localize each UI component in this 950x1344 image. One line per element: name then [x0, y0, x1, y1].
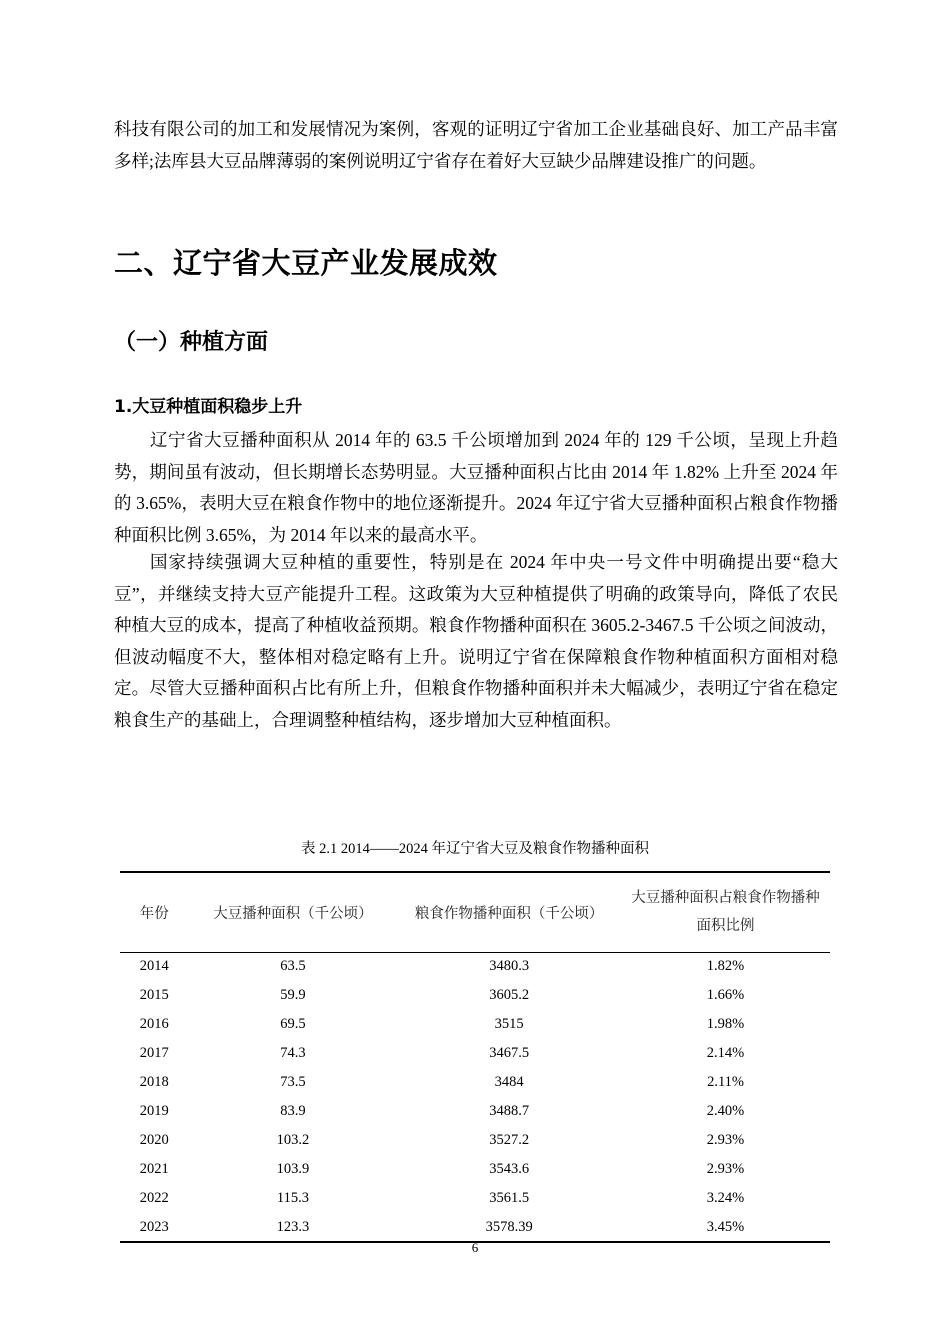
cell-ratio: 2.40% [706, 1103, 745, 1119]
cell-ratio: 2.93% [706, 1161, 745, 1177]
cell-grain: 3527.2 [489, 1132, 530, 1148]
table-row [120, 1039, 830, 1068]
subsection-heading: （一）种植方面 [114, 330, 269, 355]
cell-soy: 74.3 [280, 1045, 306, 1061]
cell-grain: 3480.3 [489, 958, 530, 975]
data-table [120, 871, 830, 1243]
cell-year: 2014 [139, 958, 169, 975]
cell-grain: 3484 [494, 1074, 524, 1090]
cell-soy: 69.5 [280, 1016, 306, 1032]
cell-year: 2017 [139, 1045, 169, 1061]
cell-year: 2015 [139, 987, 169, 1003]
header-ratio-line2: 面积比例 [696, 918, 755, 935]
table-row [120, 1155, 830, 1184]
section-heading: 二、辽宁省大豆产业发展成效 [114, 246, 498, 280]
header-ratio-line1: 大豆播种面积占粮食作物播种 [631, 890, 820, 907]
body-paragraph-2: 国家持续强调大豆种植的重要性，特别是在 2024 年中央一号文件中明确提出要“稳大豆”，并继续支持大豆产能提升工程。这政策为大豆种植提供了明确的政策导向，降低了农民种植大豆的成本，提高了种植收益预期。粮食作物播种面积在 3605.2-3467.5 千公顷之间波动，但波动幅度不大，整体相对稳定略有上升。说明辽宁省在保障粮食作物种植面积方面相对稳定。尽管大豆播种面积占比有所上升，但粮食作物播种面积并未大幅减少，表明辽宁省在稳定粮食生产的基础上，合理调整种植结构，逐步增加大豆种植面积。 [114, 552, 838, 730]
header-soy-area: 大豆播种面积（千公顷） [213, 905, 373, 922]
cell-ratio: 1.98% [706, 1016, 745, 1032]
cell-soy: 63.5 [280, 958, 306, 975]
cell-ratio: 1.82% [706, 958, 745, 975]
page-number: 6 [471, 1240, 479, 1255]
cell-grain: 3467.5 [489, 1045, 530, 1061]
cell-grain: 3515 [494, 1016, 524, 1032]
cell-soy: 83.9 [280, 1103, 306, 1119]
cell-grain: 3488.7 [489, 1103, 530, 1119]
cell-ratio: 1.66% [706, 987, 745, 1003]
cell-ratio: 2.11% [707, 1074, 744, 1090]
table-row [120, 981, 830, 1010]
intro-paragraph: 科技有限公司的加工和发展情况为案例，客观的证明辽宁省加工企业基础良好、加工产品丰富多样;法库县大豆品牌薄弱的案例说明辽宁省存在着好大豆缺少品牌建设推广的问题。 [114, 119, 838, 171]
cell-grain: 3605.2 [489, 987, 530, 1003]
cell-year: 2018 [139, 1074, 169, 1090]
cell-year: 2019 [139, 1103, 169, 1119]
table-row [120, 1010, 830, 1039]
subsubsection-heading: 1.大豆种植面积稳步上升 [114, 397, 303, 417]
table-row [120, 1068, 830, 1097]
cell-soy: 115.3 [276, 1190, 309, 1206]
cell-grain: 3561.5 [489, 1190, 530, 1206]
cell-soy: 103.2 [276, 1132, 310, 1148]
table-header-row [120, 872, 830, 952]
cell-year: 2020 [139, 1132, 169, 1148]
cell-year: 2021 [139, 1161, 169, 1177]
cell-soy: 103.9 [276, 1161, 310, 1177]
cell-ratio: 3.24% [706, 1190, 745, 1206]
table-row [120, 1213, 830, 1242]
cell-soy: 123.3 [276, 1218, 310, 1235]
cell-ratio: 2.93% [706, 1132, 745, 1148]
table-caption: 表 2.1 2014——2024 年辽宁省大豆及粮食作物播种面积 [301, 841, 649, 857]
table-row [120, 952, 830, 981]
header-ratio [621, 872, 830, 952]
table-row [120, 1126, 830, 1155]
cell-soy: 73.5 [280, 1074, 306, 1090]
cell-year: 2016 [139, 1016, 169, 1032]
cell-grain: 3543.6 [489, 1161, 530, 1177]
cell-soy: 59.9 [280, 987, 306, 1003]
cell-ratio: 2.14% [706, 1045, 745, 1061]
header-year: 年份 [139, 905, 169, 922]
cell-year: 2022 [139, 1190, 169, 1206]
header-grain-area: 粮食作物播种面积（千公顷） [414, 905, 604, 922]
body-paragraph-1: 辽宁省大豆播种面积从 2014 年的 63.5 千公顷增加到 2024 年的 129 千公顷，呈现上升趋势，期间虽有波动，但长期增长态势明显。大豆播种面积占比由 2014 年 1.82% 上升至 2024 年的 3.65%，表明大豆在粮食作物中的地位逐渐提升。2024 年辽宁省大豆播种面积占粮食作物播种面积比例 3.65%，为 2014 年以来的最高水平。 [114, 430, 838, 545]
table-row [120, 1184, 830, 1213]
cell-ratio: 3.45% [706, 1218, 745, 1235]
table-row [120, 1097, 830, 1126]
cell-grain: 3578.39 [485, 1218, 533, 1235]
cell-year: 2023 [139, 1218, 169, 1235]
